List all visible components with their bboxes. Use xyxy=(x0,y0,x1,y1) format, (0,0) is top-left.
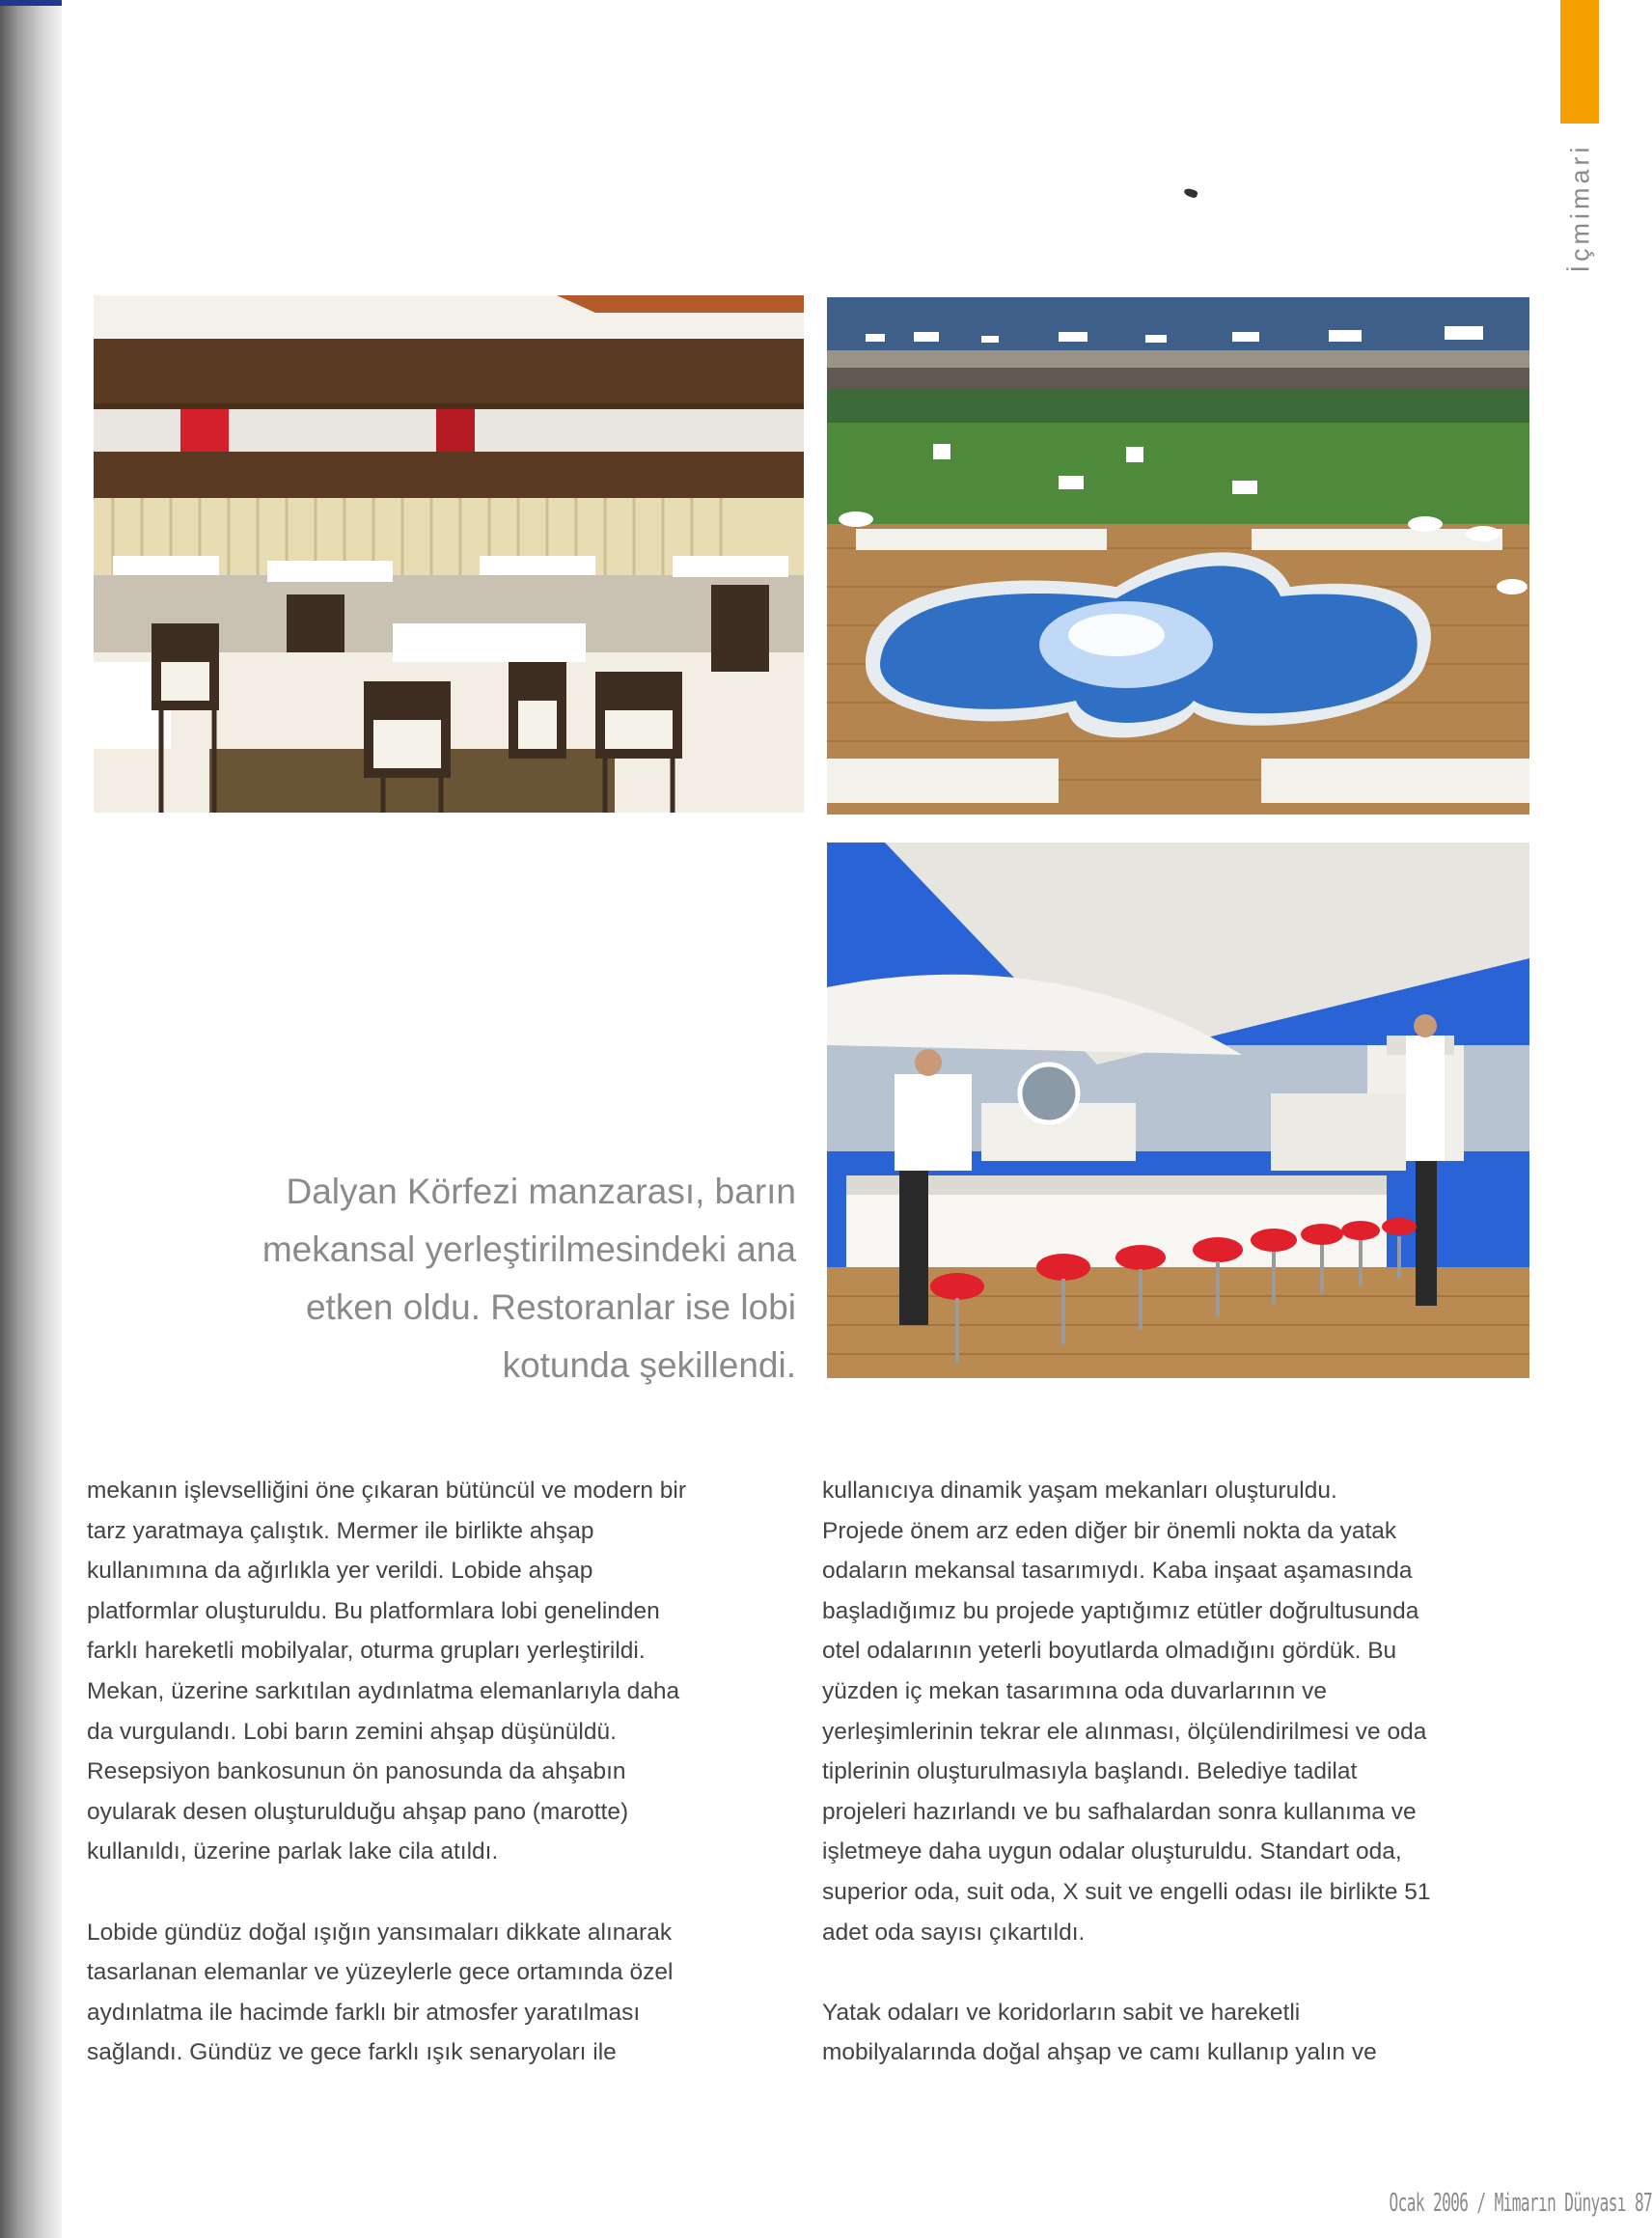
text-line: kullanıcıya dinamik yaşam mekanları oluşturuldu. xyxy=(822,1478,1337,1504)
binding-spine-shadow xyxy=(0,0,62,2238)
page-number: 87 xyxy=(1634,2189,1652,2218)
pull-quote-line: Dalyan Körfezi manzarası, barın xyxy=(286,1172,796,1211)
text-line: tasarlanan elemanlar ve yüzeylerle gece ortamında özel xyxy=(87,1959,674,1986)
pull-quote-line: mekansal yerleştirilmesindeki ana xyxy=(262,1230,796,1269)
text-line: adet oda sayısı çıkartıldı. xyxy=(822,1919,1086,1946)
issue-date: Ocak 2006 xyxy=(1389,2189,1469,2218)
pull-quote-line: kotunda şekillendi. xyxy=(502,1345,796,1385)
text-line: sağlandı. Gündüz ve gece farklı ışık senaryoları ile xyxy=(87,2039,617,2066)
text-line: oyularak desen oluşturulduğu ahşap pano (marotte) xyxy=(87,1798,629,1825)
text-line: platformlar oluşturuldu. Bu platformlara lobi genelinden xyxy=(87,1597,660,1624)
restaurant-illustration xyxy=(94,295,804,813)
text-line: da vurgulandı. Lobi barın zemini ahşap düşünüldü. xyxy=(87,1718,617,1745)
text-line: farklı hareketli mobilyalar, oturma grupları yerleştirildi. xyxy=(87,1638,646,1665)
section-color-tab xyxy=(1560,0,1599,124)
text-line: mekanın işlevselliğini öne çıkaran bütüncül ve modern bir xyxy=(87,1478,686,1504)
text-line: aydınlatma ile hacimde farklı bir atmosfer yaratılması xyxy=(87,1999,641,2026)
text-line: otel odalarının yeterli boyutlarda olmadığını gördük. Bu xyxy=(822,1638,1397,1665)
text-line: superior oda, suit oda, X suit ve engelli odası ile birlikte 51 xyxy=(822,1878,1431,1905)
section-label: İçmimari xyxy=(1565,143,1595,272)
page-footer xyxy=(1389,2189,1652,2218)
text-line: Projede önem arz eden diğer bir önemli nokta da yatak xyxy=(822,1517,1397,1544)
restaurant-photo xyxy=(94,295,804,813)
paragraph xyxy=(822,1993,1536,2073)
text-line: kullanıldı, üzerine parlak lake cila atıldı. xyxy=(87,1838,499,1865)
text-line: Mekan, üzerine sarkıtılan aydınlatma elemanlarıyla daha xyxy=(87,1677,680,1704)
text-line: Lobide gündüz doğal ışığın yansımaları dikkate alınarak xyxy=(87,1919,673,1946)
rooftop-bar-illustration xyxy=(827,843,1529,1378)
rooftop-bar-photo xyxy=(827,843,1529,1378)
footer-separator: / xyxy=(1476,2189,1486,2218)
text-line: odaların mekansal tasarımıydı. Kaba inşaat aşamasında xyxy=(822,1558,1413,1585)
pool-photo xyxy=(827,297,1529,815)
body-column-right xyxy=(822,1471,1536,2073)
text-line: Yatak odaları ve koridorların sabit ve hareketli xyxy=(822,1999,1301,2026)
paragraph xyxy=(822,1471,1536,1952)
text-line: tiplerinin oluşturulmasıyla başlandı. Belediye tadilat xyxy=(822,1758,1358,1785)
paragraph xyxy=(87,1471,791,1872)
binding-top-edge xyxy=(0,0,62,6)
text-line: tarz yaratmaya çalıştık. Mermer ile birlikte ahşap xyxy=(87,1517,594,1544)
print-speck xyxy=(1183,187,1198,199)
text-line: kullanımına da ağırlıkla yer verildi. Lobide ahşap xyxy=(87,1558,593,1585)
text-line: başladığımız bu projede yaptığımız etütler doğrultusunda xyxy=(822,1597,1419,1624)
text-line: işletmeye daha uygun odalar oluşturuldu. Standart oda, xyxy=(822,1838,1402,1865)
text-line: projeleri hazırlandı ve bu safhalardan sonra kullanıma ve xyxy=(822,1798,1417,1825)
pull-quote-line: etken oldu. Restoranlar ise lobi xyxy=(305,1287,796,1327)
pull-quote xyxy=(174,1163,796,1395)
text-line: mobilyalarında doğal ahşap ve camı kullanıp yalın ve xyxy=(822,2039,1377,2066)
paragraph xyxy=(87,1913,791,2073)
magazine-name: Mimarın Dünyası xyxy=(1494,2189,1626,2218)
text-line: yüzden iç mekan tasarımına oda duvarlarının ve xyxy=(822,1677,1327,1704)
body-column-left xyxy=(87,1471,791,2073)
text-line: yerleşimlerinin tekrar ele alınması, ölçülendirilmesi ve oda xyxy=(822,1718,1427,1745)
text-line: Resepsiyon bankosunun ön panosunda da ahşabın xyxy=(87,1758,626,1785)
pool-illustration xyxy=(827,297,1529,815)
